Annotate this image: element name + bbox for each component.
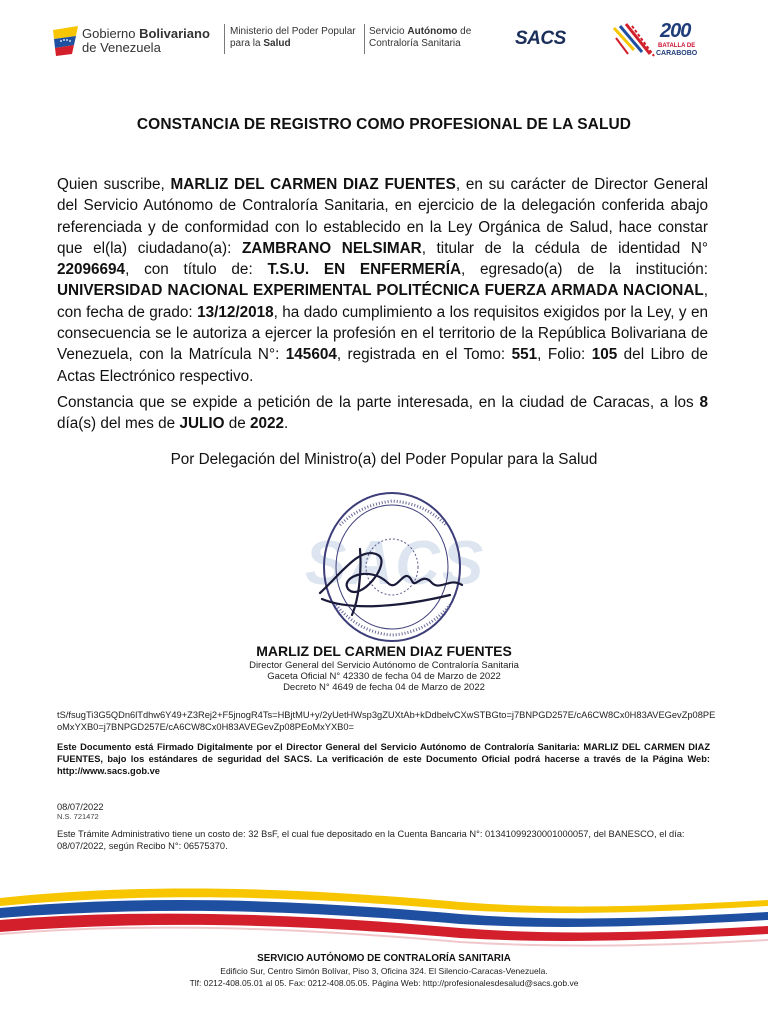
- tricolor-stripes-icon: [612, 20, 658, 62]
- gobierno-wordmark: [82, 27, 210, 55]
- issuance-paragraph: [57, 392, 708, 435]
- service-line1-bold: Autónomo: [407, 26, 458, 37]
- bicentenario-line2: CARABOBO: [656, 50, 698, 57]
- citizen-name: ZAMBRANO NELSIMAR: [241, 239, 422, 257]
- footer-address: Edificio Sur, Centro Simón Bolívar, Piso 3, Oficina 324. El Silencio-Caracas-Venezuela.: [220, 966, 548, 976]
- service-line1-post: de: [457, 26, 472, 37]
- id-number: 22096694: [57, 261, 126, 279]
- footer-contact: [0, 965, 768, 989]
- text-run: día(s) del mes de: [57, 415, 180, 433]
- signer-credentials: [0, 660, 768, 693]
- text-run: del Libro de Actas Electrónico respectivo.: [57, 346, 708, 385]
- institution-name: UNIVERSIDAD NACIONAL EXPERIMENTAL POLITÉCNICA FUERZA ARMADA NACIONAL: [57, 282, 704, 300]
- gov-line1-bold: Bolivariano: [139, 26, 210, 41]
- header-divider: [224, 24, 225, 54]
- issue-month: JULIO: [179, 415, 225, 433]
- text-run: , egresado(a) de la institución:: [461, 261, 709, 279]
- text-run: , con título de:: [125, 261, 268, 279]
- signer-name: MARLIZ DEL CARMEN DIAZ FUENTES: [256, 643, 512, 659]
- official-seal-icon: [300, 485, 480, 655]
- digital-signature-hash: tS/fsugTi3G5QDn6lTdhw6Y49+Z3Rej2+F5jnogR4Ts=HBjtMU+y/2yUetHWsp3gZUXtAb+kDdbelvCXwSTBGto=j7BNPGD257E/cA6CW8Cx0H83AVEGevZp08PEoMxYXB0=j7BNPGD257E/cA6CW8Cx0H83AVEGevZp08PEoMxYXB0=: [57, 710, 716, 732]
- service-line2: Contraloría Sanitaria: [369, 38, 461, 49]
- header-divider: [364, 24, 365, 54]
- signer-role: Director General del Servicio Autónomo de Contraloría Sanitaria: [249, 660, 519, 671]
- text-run: , Folio:: [537, 346, 592, 364]
- cost-notice: Este Trámite Administrativo tiene un costo de: 32 BsF, el cual fue depositado en la Cuenta Bancaria N°: 01341099230001000057, del BANESCO, el día: 08/07/2022, según Recibo N°: 06575370.: [57, 829, 685, 851]
- folio-number: 105: [591, 346, 618, 364]
- tricolor-wave-decoration: [0, 880, 768, 950]
- bicentenario-line1: BATALLA DE: [658, 43, 696, 49]
- text-run: de: [224, 415, 250, 433]
- service-line1-pre: Servicio: [369, 26, 408, 37]
- text-run: .: [284, 415, 289, 433]
- document-title: CONSTANCIA DE REGISTRO COMO PROFESIONAL DE LA SALUD: [136, 116, 632, 133]
- digital-signature-notice: Este Documento está Firmado Digitalmente por el Director General del Servicio Autónomo de Contraloría Sanitaria: MARLIZ DEL CARMEN DIAZ FUENTES, bajo los estándares de seguridad del SACS. La verificación de este Documento Oficial podrá hacerse a través de la Página Web: http://www.sacs.gob.ve: [57, 742, 710, 776]
- matricula-number: 145604: [285, 346, 337, 364]
- footer-phone-web: Tlf: 0212-408.05.01 al 05. Fax: 0212-408.05.05. Página Web: http://profesionalesdesalud@sacs.gob.ve: [189, 978, 579, 988]
- director-name: MARLIZ DEL CARMEN DIAZ FUENTES: [170, 176, 456, 193]
- tomo-number: 551: [511, 346, 538, 364]
- text-run: , ha dado cumplimiento a los requisitos exigidos por la Ley, y en consecuencia se le autoriza a ejercer la profesión en el territorio de la República Bolivariana de Venezuela, con la Matrícula N°:: [57, 303, 708, 364]
- signer-decreto: Decreto N° 4649 de fecha 04 de Marzo de 2022: [283, 682, 485, 693]
- issue-day: 8: [699, 394, 708, 411]
- text-run: Quien suscribe,: [57, 176, 171, 193]
- official-seal-and-signature: [300, 485, 480, 655]
- text-run: Constancia que se expide a petición de la parte interesada, en la ciudad de Caracas, a los: [57, 394, 700, 411]
- signer-gaceta: Gaceta Oficial N° 42330 de fecha 04 de Marzo de 2022: [267, 671, 501, 682]
- gov-line2: de Venezuela: [82, 40, 161, 55]
- bicentenario-subtitle: [656, 43, 697, 58]
- footer-title: SERVICIO AUTÓNOMO DE CONTRALORÍA SANITARIA: [257, 953, 511, 964]
- gobierno-bolivariano-logo: [50, 24, 218, 62]
- graduation-date: 13/12/2018: [197, 303, 274, 321]
- text-run: , registrada en el Tomo:: [336, 346, 512, 364]
- text-run: , con fecha de grado:: [57, 282, 708, 321]
- venezuela-flag-icon: [50, 24, 80, 56]
- bicentenario-carabobo-logo: [612, 20, 712, 62]
- text-run: , en su carácter de Director General del Servicio Autónomo de Contraloría Sanitaria, en ejercicio de la delegación conferida abajo referenciada y de conformidad con lo establecido en la Ley Orgánica de Salud, hace constar que el(la) ciudadano(a):: [57, 176, 708, 257]
- handwritten-signature: [320, 549, 462, 615]
- ns-number: N.S. 721472: [57, 812, 99, 821]
- bicentenario-number: 200: [660, 20, 691, 42]
- sacs-watermark: SACS: [305, 529, 486, 598]
- text-run: , titular de la cédula de identidad N°: [421, 239, 708, 257]
- letterhead: [0, 18, 768, 64]
- sacs-logo: SACS: [515, 28, 566, 49]
- issue-date: 08/07/2022: [57, 802, 104, 812]
- ministry-line2-pre: para la: [230, 38, 264, 49]
- certification-paragraph: [57, 174, 708, 387]
- gov-line1-pre: Gobierno: [82, 26, 140, 41]
- degree-title: T.S.U. EN ENFERMERÍA: [267, 261, 462, 279]
- ministry-line1: Ministerio del Poder Popular: [230, 26, 356, 37]
- ministry-label: [230, 26, 356, 50]
- service-label: [369, 26, 471, 50]
- delegation-line: Por Delegación del Ministro(a) del Poder Popular para la Salud: [170, 451, 598, 468]
- ministry-line2-bold: Salud: [263, 38, 291, 49]
- issue-year: 2022: [250, 415, 285, 433]
